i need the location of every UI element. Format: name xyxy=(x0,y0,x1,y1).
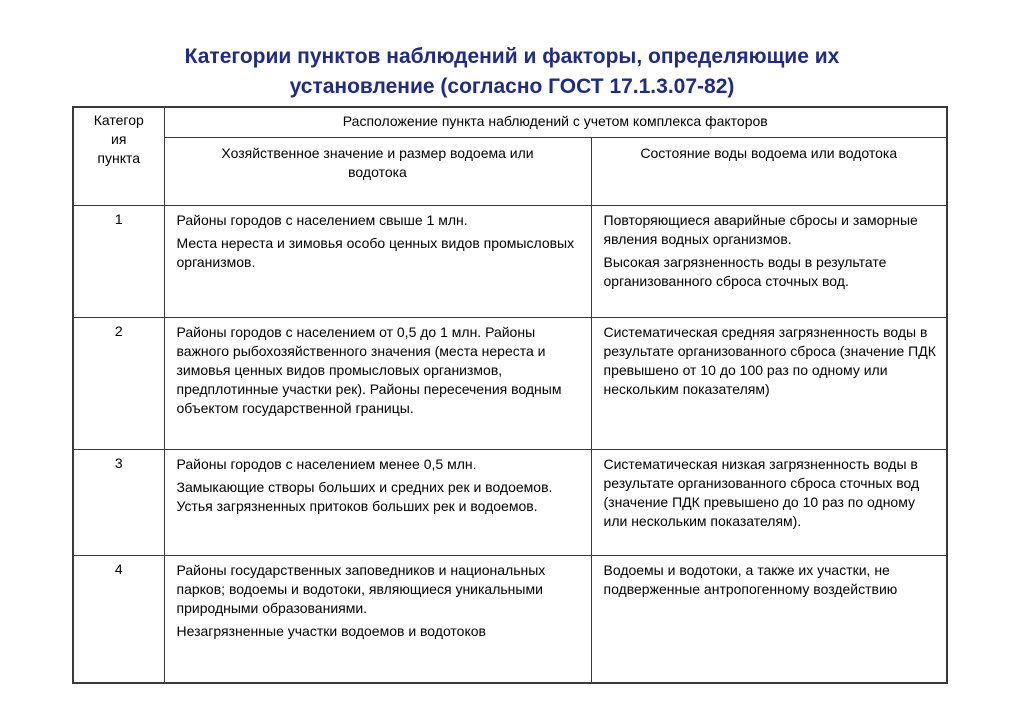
state-cell xyxy=(591,317,947,449)
header-economic-line: Хозяйственное значение и размер водоема или xyxy=(221,144,534,161)
cell-paragraph: Районы городов с населением свыше 1 млн. xyxy=(176,211,468,228)
header-row xyxy=(73,107,947,137)
state-cell xyxy=(591,555,947,683)
cell-paragraph: Районы государственных заповедников и национальных парков; водоемы и водотоки, являющиеся уникальными природными образованиями. xyxy=(176,561,546,616)
cell-paragraph: Повторяющиеся аварийные сбросы и заморные явления водных организмов. xyxy=(603,211,918,247)
state-cell xyxy=(591,205,947,317)
header-economic-line: водотока xyxy=(348,163,407,180)
economic-cell xyxy=(164,317,591,449)
cell-paragraph: Систематическая средняя загрязненность воды в результате организованного сброса (значение ПДК превышено от 10 до 100 раз по одному или нескольким показателям) xyxy=(603,323,936,397)
cell-paragraph: Места нереста и зимовья особо ценных видов промысловых организмов. xyxy=(176,234,575,270)
page-title xyxy=(60,42,964,102)
header-category xyxy=(73,107,164,205)
header-economic xyxy=(164,137,591,205)
cell-paragraph: Районы городов с населением менее 0,5 млн. xyxy=(176,455,477,472)
category-number: 2 xyxy=(73,317,164,449)
economic-cell xyxy=(164,205,591,317)
table-row xyxy=(73,555,947,683)
title-line-1: Категории пунктов наблюдений и факторы, определяющие их xyxy=(184,45,840,68)
categories-table xyxy=(72,106,948,684)
header-category-line: пункта xyxy=(97,150,141,166)
category-number: 1 xyxy=(73,205,164,317)
cell-paragraph: Высокая загрязненность воды в результате организованного сброса сточных вод. xyxy=(603,253,887,289)
cell-paragraph: Незагрязненные участки водоемов и водотоков xyxy=(176,622,486,639)
cell-paragraph: Водоемы и водотоки, а также их участки, не подверженные антропогенному воздействию xyxy=(603,561,898,597)
header-category-line: Категор xyxy=(93,112,144,128)
table-row xyxy=(73,449,947,555)
table-row xyxy=(73,317,947,449)
cell-paragraph: Замыкающие створы больших и средних рек и водоемов. Устья загрязненных притоков больших рек и водоемов. xyxy=(176,478,553,514)
economic-cell xyxy=(164,555,591,683)
header-location: Расположение пункта наблюдений с учетом комплекса факторов xyxy=(164,107,947,137)
category-number: 3 xyxy=(73,449,164,555)
header-category-line: ия xyxy=(111,131,127,147)
title-line-2: установление (согласно ГОСТ 17.1.3.07-82) xyxy=(289,75,735,98)
economic-cell xyxy=(164,449,591,555)
header-state: Состояние воды водоема или водотока xyxy=(591,137,947,205)
subheader-row xyxy=(73,137,947,205)
cell-paragraph: Систематическая низкая загрязненность воды в результате организованного сброса сточных вод (значение ПДК превышено до 10 раз по одному или нескольким показателям). xyxy=(603,455,920,529)
table-row xyxy=(73,205,947,317)
state-cell xyxy=(591,449,947,555)
category-number: 4 xyxy=(73,555,164,683)
cell-paragraph: Районы городов с населением от 0,5 до 1 млн. Районы важного рыбохозяйственного значения (места нереста и зимовья ценных видов промысловых организмов, предплотинные участки рек). Районы пересечения водным объектом государственной границы. xyxy=(176,323,562,416)
